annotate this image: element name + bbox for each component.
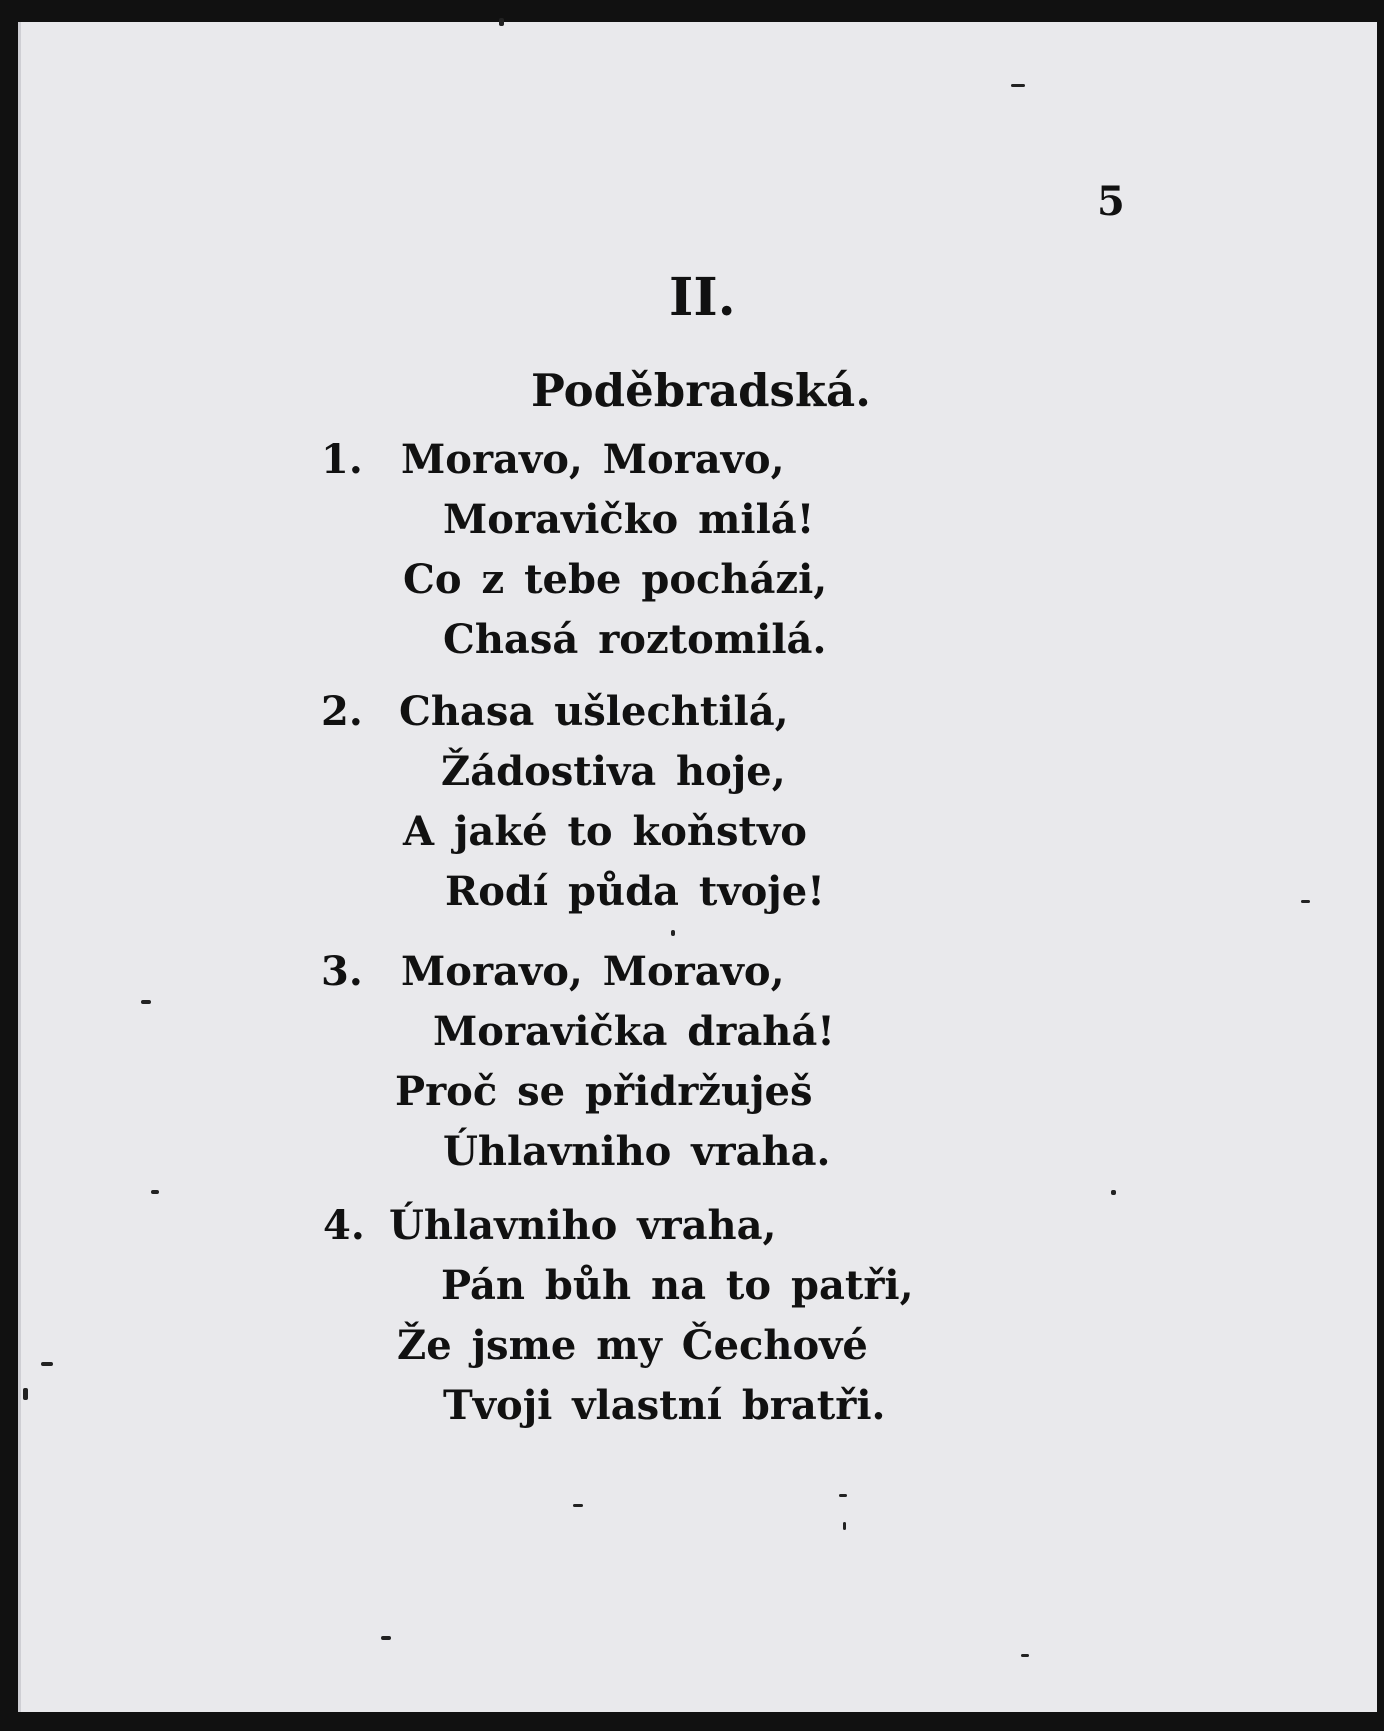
verse-line: Žádostiva hoje, xyxy=(441,748,786,795)
scan-speck xyxy=(381,1636,391,1640)
verse-line: Rodí půda tvoje! xyxy=(445,868,825,915)
scan-speck xyxy=(23,1388,28,1400)
verse-line: Chasá roztomilá. xyxy=(443,616,827,663)
verse-line: Že jsme my Čechové xyxy=(397,1322,868,1369)
scan-speck xyxy=(1021,1654,1029,1657)
verse-line: Moravička drahá! xyxy=(433,1008,835,1055)
verse-number: 2. xyxy=(321,688,363,735)
song-title: Poděbradská. xyxy=(531,364,871,417)
scan-speck xyxy=(1111,1190,1116,1195)
verse-line: Moravičko milá! xyxy=(443,496,815,543)
scan-speck xyxy=(573,1504,583,1507)
page-number: 5 xyxy=(1097,178,1125,225)
book-page xyxy=(18,22,1377,1712)
verse-line: Úhlavniho vraha. xyxy=(443,1128,831,1175)
scan-speck xyxy=(499,18,504,26)
verse-line: A jaké to koňstvo xyxy=(403,808,807,855)
verse-line: Co z tebe pocházi, xyxy=(403,556,828,603)
scan-speck xyxy=(1301,900,1310,903)
verse-line: Chasa ušlechtilá, xyxy=(399,688,789,735)
scan-speck xyxy=(41,1362,53,1366)
verse-line: Moravo, Moravo, xyxy=(401,436,785,483)
scan-speck xyxy=(671,930,675,936)
verse-line: Tvoji vlastní bratři. xyxy=(443,1382,886,1429)
verse-line: Pán bůh na to patři, xyxy=(441,1262,914,1309)
scan-speck xyxy=(141,1000,151,1004)
scan-speck xyxy=(151,1190,159,1194)
verse-line: Moravo, Moravo, xyxy=(401,948,785,995)
verse-number: 4. xyxy=(323,1202,365,1249)
verse-line: Proč se přidržuješ xyxy=(395,1068,813,1115)
scan-speck xyxy=(1011,84,1025,87)
verse-number: 1. xyxy=(321,436,363,483)
scan-speck xyxy=(843,1522,846,1530)
verse-line: Úhlavniho vraha, xyxy=(389,1202,777,1249)
scan-speck xyxy=(839,1494,847,1497)
verse-number: 3. xyxy=(321,948,363,995)
section-numeral: II. xyxy=(669,267,736,328)
